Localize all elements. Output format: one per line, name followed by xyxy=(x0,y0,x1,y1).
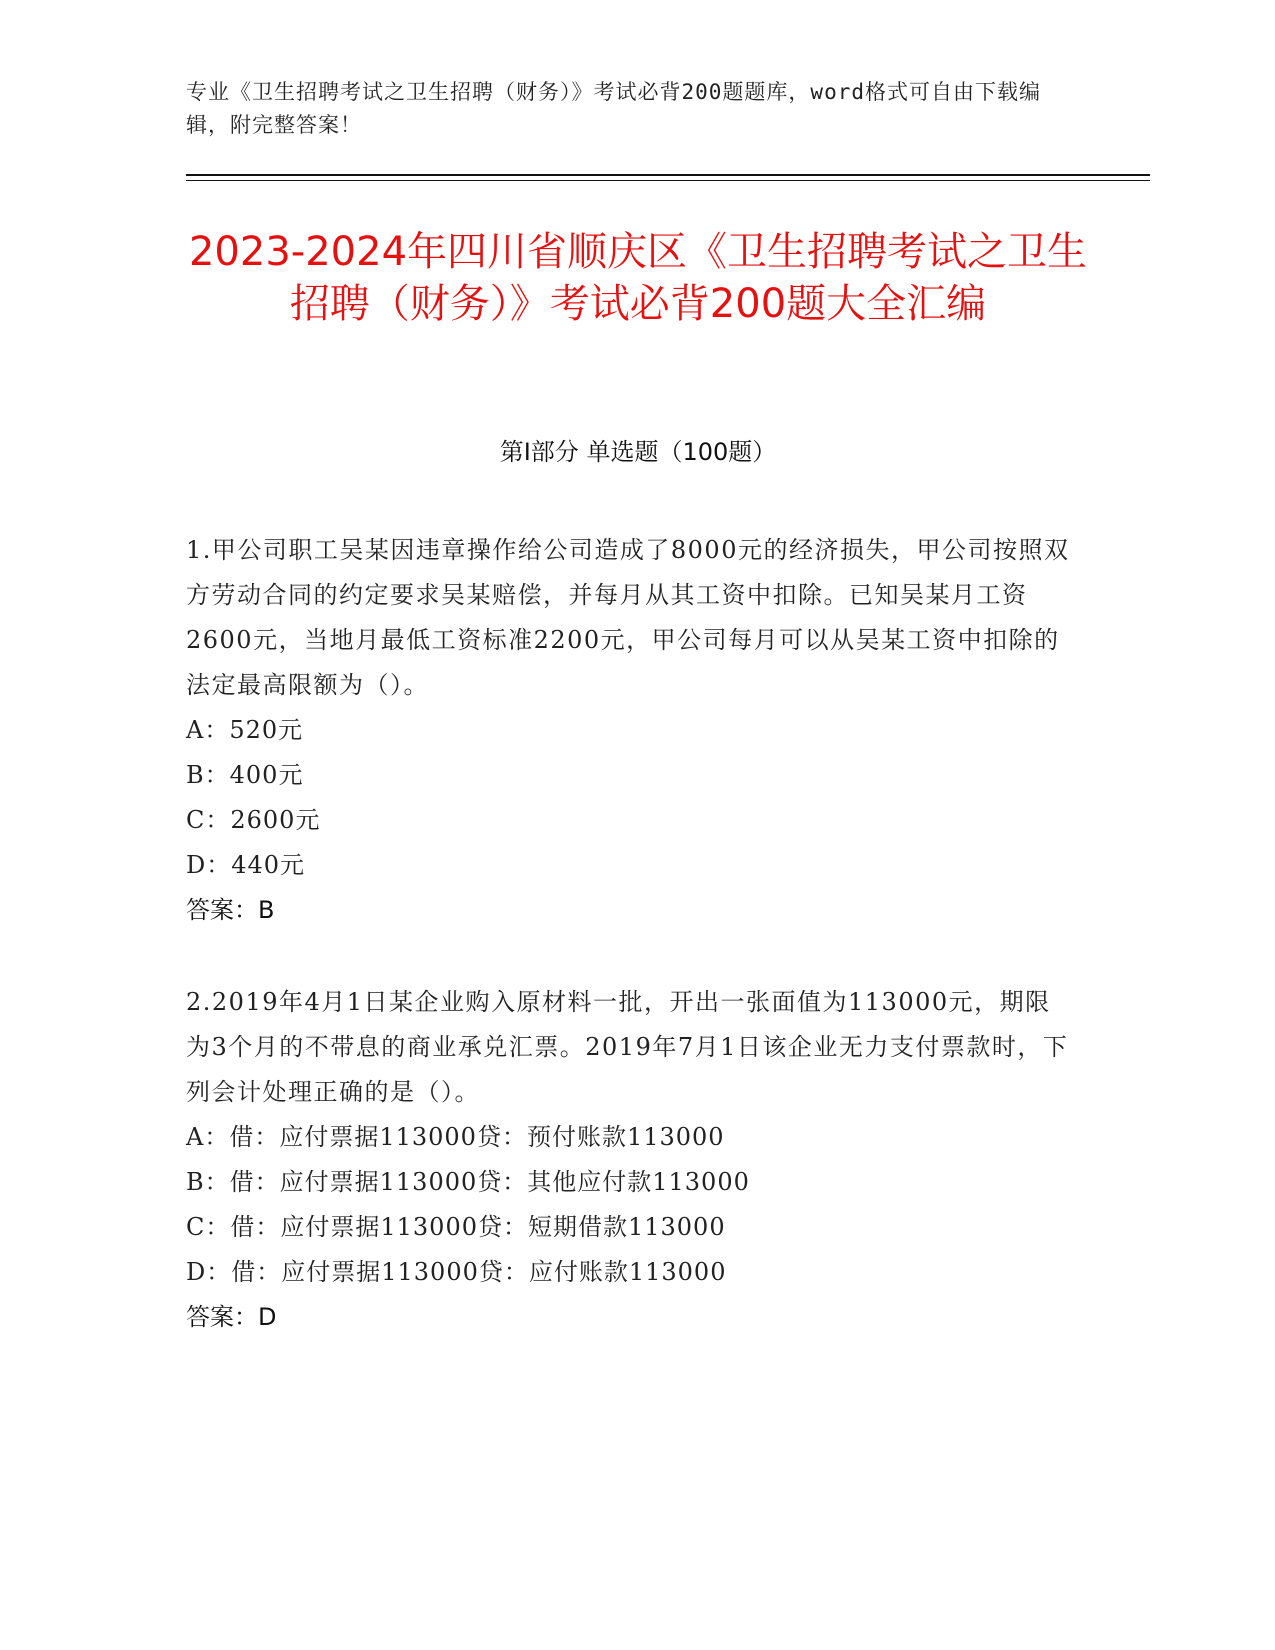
header-note: 专业《卫生招聘考试之卫生招聘（财务）》考试必背200题题库，word格式可自由下载编辑，附完整答案！ xyxy=(186,80,1041,137)
option-a: A：520元 xyxy=(186,716,304,744)
question-2 xyxy=(186,980,1076,1340)
option-b: B：借：应付票据113000贷：其他应付款113000 xyxy=(186,1168,750,1196)
header-divider-thin xyxy=(186,180,1150,181)
option-b: B：400元 xyxy=(186,761,304,789)
document-title: 2023-2024年四川省顺庆区《卫生招聘考试之卫生招聘（财务）》考试必背200题大全汇编 xyxy=(188,229,1088,327)
option-d: D：借：应付票据113000贷：应付账款113000 xyxy=(186,1258,727,1286)
question-stem: 1.甲公司职工吴某因违章操作给公司造成了8000元的经济损失，甲公司按照双方劳动合同的约定要求吴某赔偿，并每月从其工资中扣除。已知吴某月工资2600元，当地月最低工资标准2200元，甲公司每月可以从吴某工资中扣除的法定最高限额为（）。 xyxy=(186,536,1070,699)
answer: 答案：B xyxy=(186,896,275,924)
option-c: C：借：应付票据113000贷：短期借款113000 xyxy=(186,1213,726,1241)
answer: 答案：D xyxy=(186,1303,277,1331)
section-heading: 第Ⅰ部分 单选题（100题） xyxy=(499,438,777,466)
header-divider-thick xyxy=(186,174,1150,176)
question-stem: 2.2019年4月1日某企业购入原材料一批，开出一张面值为113000元，期限为3个月的不带息的商业承兑汇票。2019年7月1日该企业无力支付票款时，下列会计处理正确的是（）。 xyxy=(186,988,1069,1106)
option-d: D：440元 xyxy=(186,851,306,879)
option-c: C：2600元 xyxy=(186,806,321,834)
option-a: A：借：应付票据113000贷：预付账款113000 xyxy=(186,1123,725,1151)
question-1 xyxy=(186,528,1076,933)
